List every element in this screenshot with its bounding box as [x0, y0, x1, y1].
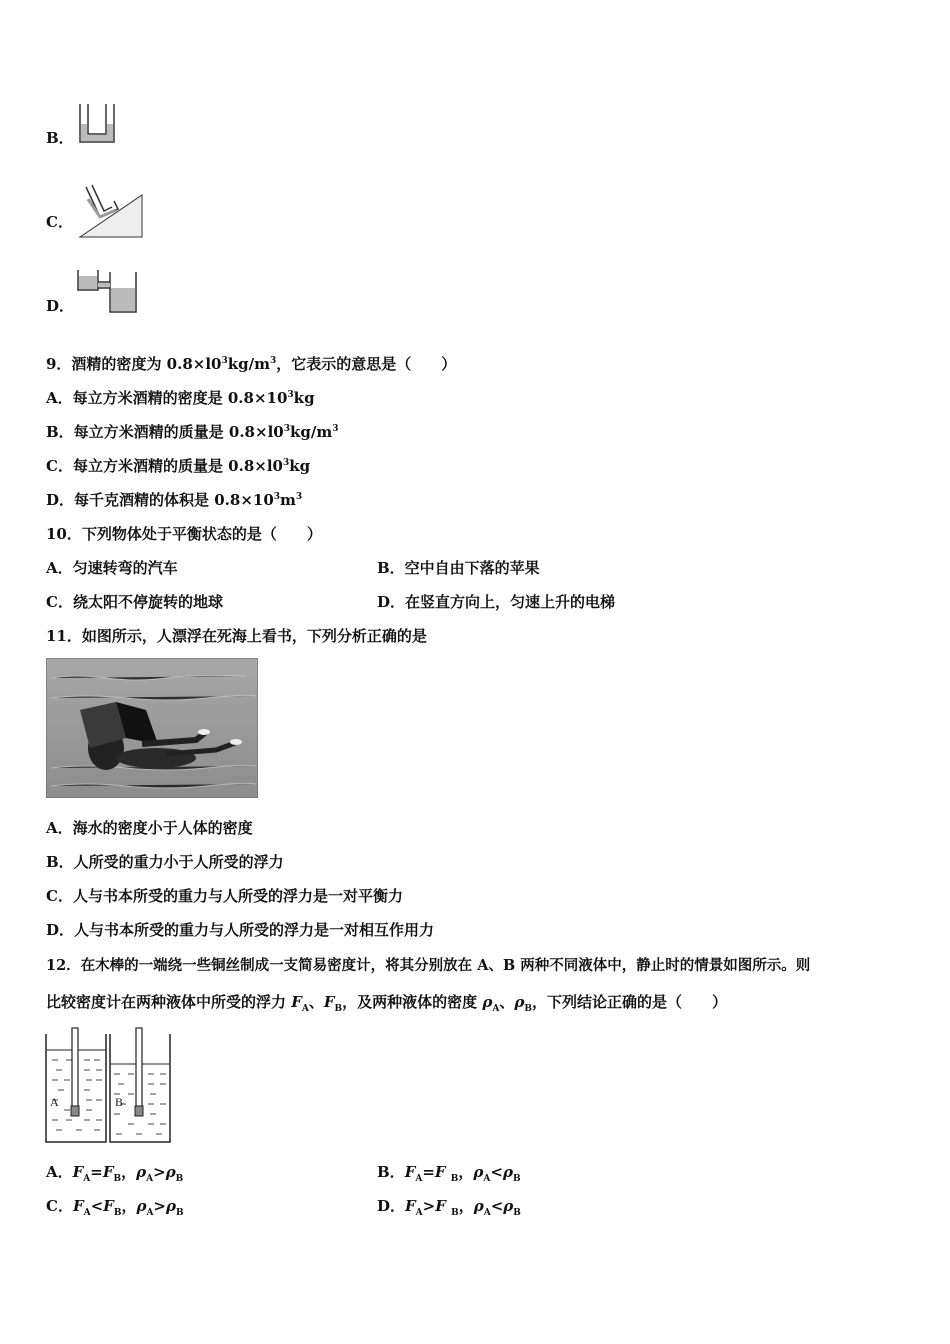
- hydrometer-figure: [44, 1026, 174, 1144]
- q10-option-b: B．空中自由下落的苹果: [377, 559, 540, 577]
- q9-option-d: D．每千克酒精的体积是 $0.8\times 10^3m^3$: [46, 491, 303, 509]
- q8-option-b-label: B．: [46, 129, 74, 147]
- q12-option-a: A．$F_A=F_B$，$\rho_A>\rho_B$: [46, 1163, 184, 1184]
- q12-option-d: D．$F_A>F$ $_B$，$\rho_A<\rho_B$: [377, 1197, 521, 1218]
- q12-option-b: B．$F_A=F$ $_B$，$\rho_A<\rho_B$: [377, 1163, 521, 1184]
- q11-option-b: B．人所受的重力小于人所受的浮力: [46, 853, 284, 871]
- q12-option-c: C．$F_A<F_B$，$\rho_A>\rho_B$: [46, 1197, 184, 1218]
- q8-option-d-label: D．: [46, 297, 75, 315]
- q9-option-b: B．每立方米酒精的质量是 $0.8\times l0^3kg/m^3$: [46, 423, 339, 441]
- q8-option-c-label: C．: [46, 213, 73, 231]
- q10-option-c: C．绕太阳不停旋转的地球: [46, 593, 223, 611]
- q10-option-a: A．匀速转弯的汽车: [46, 559, 178, 577]
- q12-stem-line2: 比较密度计在两种液体中所受的浮力 $F_A$、$F_B$，及两种液体的密度 $\rho_A$、$\rho_B$，下列结论正确的是（ ）: [46, 993, 727, 1014]
- q11-option-c: C．人与书本所受的重力与人所受的浮力是一对平衡力: [46, 887, 403, 905]
- q11-option-d: D．人与书本所受的重力与人所受的浮力是一对相互作用力: [46, 921, 435, 939]
- q8-option-c-figure: [78, 183, 144, 239]
- q9-option-c: C．每立方米酒精的质量是 $0.8\times l0^3kg$: [46, 457, 311, 475]
- beaker-b-label: B: [115, 1095, 124, 1109]
- dead-sea-photo: [46, 658, 258, 798]
- q11-stem: 11．如图所示，人漂浮在死海上看书，下列分析正确的是: [46, 627, 427, 645]
- q10-stem: 10．下列物体处于平衡状态的是（ ）: [46, 525, 322, 543]
- q9-option-a: A．每立方米酒精的密度是 $0.8\times 10^3kg$: [46, 389, 315, 407]
- beaker-a-label: A: [50, 1095, 59, 1109]
- q8-option-d-figure: [76, 268, 138, 314]
- q10-option-d: D．在竖直方向上，匀速上升的电梯: [377, 593, 616, 611]
- q11-option-a: A．海水的密度小于人体的密度: [46, 819, 253, 837]
- q8-option-b-figure: [74, 102, 120, 150]
- q12-stem-line1: 12．在木棒的一端绕一些铜丝制成一支简易密度计，将其分别放在 A、B 两种不同液体中，静止时的情景如图所示。则: [46, 957, 811, 974]
- q9-stem: 9．酒精的密度为 $0.8\times l0^3kg/m^3$，它表示的意思是（ ）: [46, 355, 457, 373]
